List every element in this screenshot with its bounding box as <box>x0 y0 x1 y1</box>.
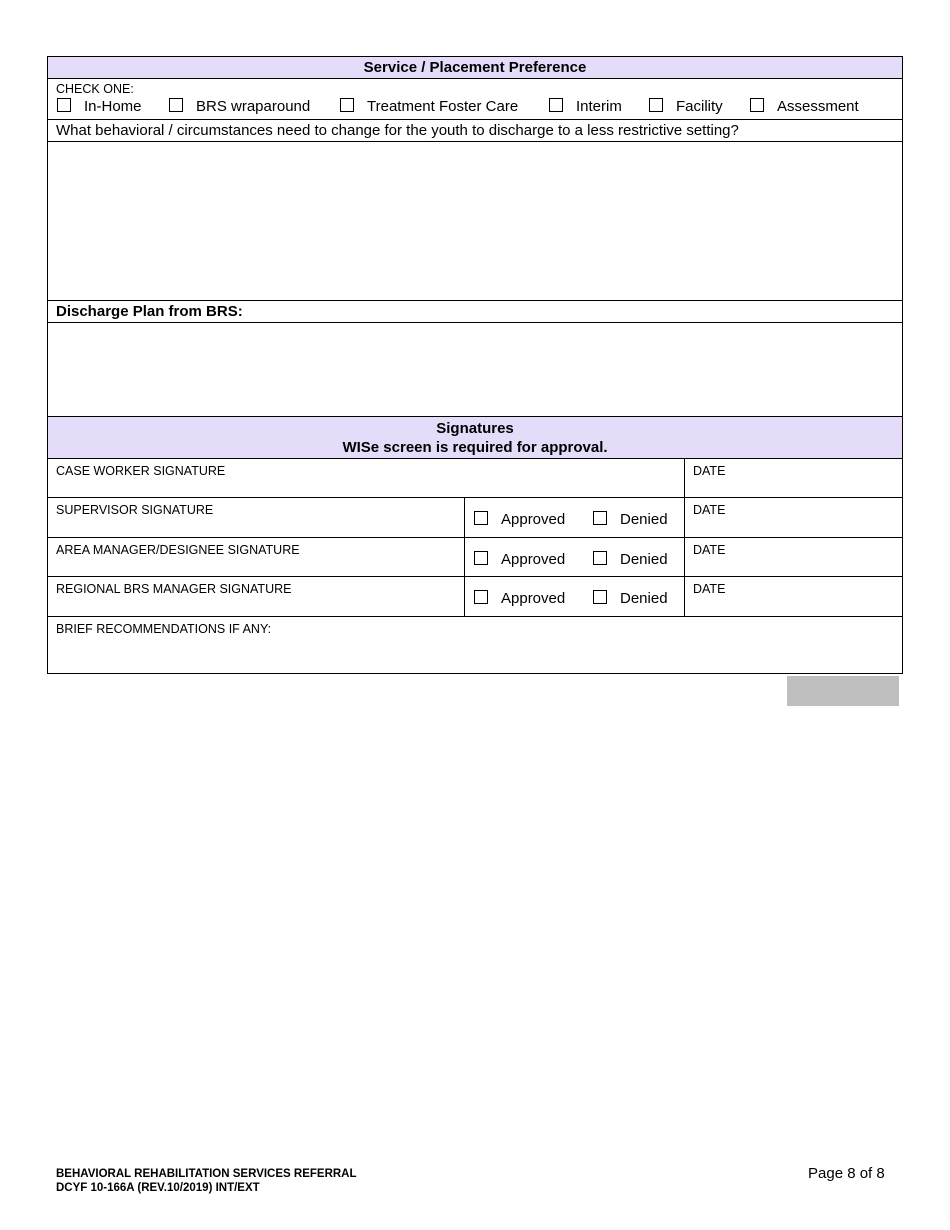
option-in-home[interactable]: In-Home <box>57 98 142 115</box>
referral-form-page <box>47 56 903 674</box>
area-manager-signature-field[interactable] <box>48 538 464 576</box>
treatment-foster-care-checkbox[interactable] <box>340 98 354 112</box>
supervisor-decision <box>464 498 684 537</box>
date-label: DATE <box>693 503 726 517</box>
discharge-plan-field[interactable] <box>48 323 902 417</box>
area-manager-date-field[interactable] <box>684 538 902 576</box>
signatures-title: Signatures <box>436 420 514 437</box>
regional-manager-date-field[interactable] <box>684 577 902 616</box>
page-number: Page 8 of 8 <box>808 1165 885 1182</box>
service-section-title: Service / Placement Preference <box>363 59 587 76</box>
form-number: DCYF 10-166A (REV.10/2019) INT/EXT <box>56 1182 260 1194</box>
area-manager-signature-row <box>48 538 902 577</box>
behavior-answer-field[interactable] <box>48 142 902 301</box>
area-manager-approved-checkbox[interactable] <box>474 551 488 565</box>
brs-wraparound-checkbox[interactable] <box>169 98 183 112</box>
interim-checkbox[interactable] <box>549 98 563 112</box>
case-worker-date-field[interactable] <box>684 459 902 497</box>
facility-checkbox[interactable] <box>649 98 663 112</box>
area-manager-denied-option[interactable]: Denied <box>593 551 668 568</box>
regional-manager-denied-checkbox[interactable] <box>593 590 607 604</box>
gray-form-block <box>787 676 899 706</box>
discharge-plan-row <box>48 301 902 323</box>
discharge-plan-label: Discharge Plan from BRS: <box>56 303 243 320</box>
in-home-checkbox[interactable] <box>57 98 71 112</box>
case-worker-signature-label: CASE WORKER SIGNATURE <box>56 464 226 478</box>
area-manager-denied-checkbox[interactable] <box>593 551 607 565</box>
supervisor-approved-option[interactable]: Approved <box>474 511 565 528</box>
area-manager-decision <box>464 538 684 576</box>
case-worker-signature-field[interactable] <box>48 459 684 497</box>
area-manager-approved-option[interactable]: Approved <box>474 551 565 568</box>
regional-manager-signature-field[interactable] <box>48 577 464 616</box>
supervisor-signature-field[interactable] <box>48 498 464 537</box>
signatures-header <box>48 417 902 459</box>
supervisor-denied-checkbox[interactable] <box>593 511 607 525</box>
assessment-checkbox[interactable] <box>750 98 764 112</box>
regional-manager-approved-option[interactable]: Approved <box>474 590 565 607</box>
supervisor-signature-label: SUPERVISOR SIGNATURE <box>56 503 214 517</box>
regional-manager-signature-row <box>48 577 902 617</box>
supervisor-signature-row <box>48 498 902 538</box>
case-worker-signature-row <box>48 459 902 498</box>
option-facility[interactable]: Facility <box>649 98 723 115</box>
behavior-question-row <box>48 120 902 142</box>
option-interim[interactable]: Interim <box>549 98 622 115</box>
area-manager-signature-label: AREA MANAGER/DESIGNEE SIGNATURE <box>56 543 300 557</box>
recommendations-label: BRIEF RECOMMENDATIONS IF ANY: <box>56 622 272 636</box>
date-label: DATE <box>693 582 726 596</box>
form-footer <box>56 1167 357 1195</box>
regional-manager-signature-label: REGIONAL BRS MANAGER SIGNATURE <box>56 582 292 596</box>
behavior-question-label: What behavioral / circumstances need to change for the youth to discharge to a less restrictive setting? <box>56 122 739 139</box>
date-label: DATE <box>693 543 726 557</box>
regional-manager-decision <box>464 577 684 616</box>
date-label: DATE <box>693 464 726 478</box>
signatures-subtitle: WISe screen is required for approval. <box>342 439 608 456</box>
placement-options-row <box>48 79 902 120</box>
regional-manager-denied-option[interactable]: Denied <box>593 590 668 607</box>
supervisor-date-field[interactable] <box>684 498 902 537</box>
recommendations-field[interactable] <box>48 617 902 673</box>
option-treatment-foster-care[interactable]: Treatment Foster Care <box>340 98 518 115</box>
option-assessment[interactable]: Assessment <box>750 98 859 115</box>
form-title: BEHAVIORAL REHABILITATION SERVICES REFERRAL <box>56 1168 357 1180</box>
option-brs-wraparound[interactable]: BRS wraparound <box>169 98 310 115</box>
service-section-header <box>48 57 902 79</box>
check-one-label: CHECK ONE: <box>56 82 134 96</box>
supervisor-approved-checkbox[interactable] <box>474 511 488 525</box>
regional-manager-approved-checkbox[interactable] <box>474 590 488 604</box>
supervisor-denied-option[interactable]: Denied <box>593 511 668 528</box>
